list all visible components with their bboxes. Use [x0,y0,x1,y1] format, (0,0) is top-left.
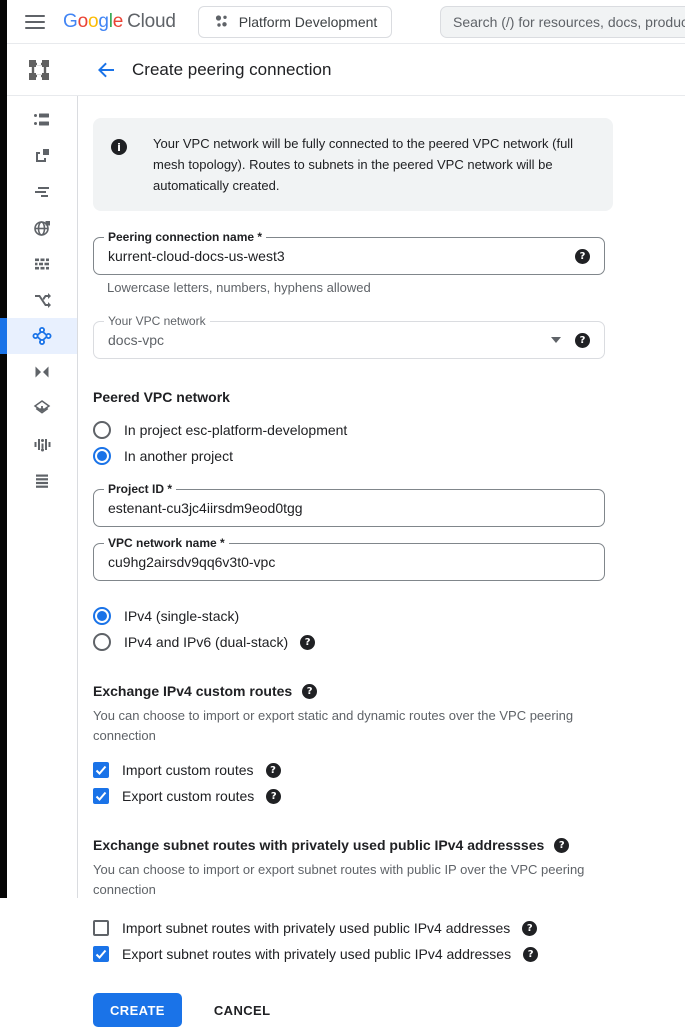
radio-label: In project esc-platform-development [124,422,348,439]
help-icon[interactable]: ? [575,249,590,264]
checkbox-label: Export subnet routes with privately used public IPv4 addresses [122,946,512,963]
external-ip-globe-icon [32,218,52,238]
your-vpc-field[interactable] [93,314,605,359]
menu-icon[interactable] [25,15,45,29]
help-icon[interactable]: ? [523,947,538,962]
peering-name-helper: Lowercase letters, numbers, hyphens allowed [107,280,371,296]
search-bar[interactable] [440,6,685,38]
project-selector[interactable] [198,6,393,38]
chevron-down-icon[interactable] [551,337,561,343]
checkbox-import-subnet-routes[interactable] [93,915,613,941]
cancel-button[interactable]: CANCEL [206,993,279,1027]
checkbox-checked-icon[interactable] [93,762,109,778]
bring-your-own-ip-icon [32,182,52,202]
peering-name-label: Peering connection name * [104,230,266,244]
help-icon[interactable]: ? [575,333,590,348]
sidebar-item-network-list[interactable] [7,462,77,498]
project-id-input[interactable] [108,500,590,516]
serverless-vpc-access-icon [32,398,52,418]
checkbox-export-subnet-routes[interactable] [93,941,613,967]
create-button[interactable]: CREATE [93,993,182,1027]
checkbox-checked-icon[interactable] [93,946,109,962]
vpc-peering-icon [31,325,53,347]
radio-ipv4-ipv6-dual-stack[interactable] [93,629,613,655]
custom-routes-section-title [93,683,613,699]
vpc-network-name-input[interactable] [108,554,590,570]
radio-in-project[interactable] [93,417,613,443]
help-icon[interactable]: ? [266,763,281,778]
help-icon[interactable]: ? [554,838,569,853]
left-edge-strip [0,0,7,898]
checkbox-export-custom-routes[interactable] [93,783,613,809]
form-actions [93,993,613,1027]
info-banner-text: Your VPC network will be fully connected to the peered VPC network (full mesh topology). Routes to subnets in the peered VPC network will be automatically created. [153,136,574,194]
selected-nav-indicator [0,318,7,354]
checkbox-import-custom-routes[interactable] [93,757,613,783]
info-icon: i [111,139,127,155]
radio-unchecked-icon[interactable] [93,421,111,439]
project-id-field[interactable] [93,482,605,527]
routes-icon [32,290,52,310]
section-title-text: Exchange IPv4 custom routes [93,683,293,700]
sidebar-item-vpc-peering[interactable] [7,318,77,354]
project-icon [213,13,230,30]
project-id-label: Project ID * [104,482,176,496]
vpc-network-name-field[interactable] [93,536,605,581]
radio-label: IPv4 (single-stack) [124,608,240,625]
sidebar-item-shared-vpc[interactable] [7,354,77,390]
sidebar-item-bring-your-own-ip[interactable] [7,174,77,210]
your-vpc-label: Your VPC network [104,314,210,328]
search-input[interactable] [453,14,685,30]
page-header [0,45,685,96]
packet-mirroring-icon [32,434,52,454]
vpc-network-product-icon [25,56,53,84]
peered-vpc-section-title: Peered VPC network [93,389,230,406]
google-logo-word: Google [63,10,124,32]
radio-another-project[interactable] [93,443,613,469]
product-icon-cell [0,45,78,96]
radio-unchecked-icon[interactable] [93,633,111,651]
sidebar-item-routes[interactable] [7,282,77,318]
custom-routes-description: You can choose to import or export static and dynamic routes over the VPC peering connection [93,708,574,743]
your-vpc-value: docs-vpc [108,332,165,349]
sidebar-item-vpc-networks[interactable] [7,102,77,138]
radio-checked-icon[interactable] [93,447,111,465]
checkbox-label: Import subnet routes with privately used public IPv4 addresses [122,920,511,937]
peering-name-input[interactable] [108,248,567,264]
radio-label: In another project [124,448,233,465]
vpc-network-name-label: VPC network name * [104,536,229,550]
sidebar-item-ip-addresses[interactable] [7,138,77,174]
help-icon[interactable]: ? [266,789,281,804]
project-selector-label: Platform Development [238,13,378,30]
checkbox-label: Export custom routes [122,788,255,805]
shared-vpc-icon [32,362,52,382]
section-title-text: Exchange subnet routes with privately used public IPv4 addressses [93,837,545,854]
radio-checked-icon[interactable] [93,607,111,625]
sidebar-item-serverless-vpc-access[interactable] [7,390,77,426]
cloud-logo-word: Cloud [127,10,176,32]
google-cloud-logo[interactable] [63,11,176,33]
peering-name-field[interactable] [93,230,605,275]
help-icon[interactable]: ? [300,635,315,650]
vpc-networks-icon [32,110,52,130]
help-icon[interactable]: ? [522,921,537,936]
ip-addresses-icon [32,146,52,166]
back-arrow-icon[interactable] [88,52,124,88]
info-banner [93,118,613,211]
sidebar-item-external-ip[interactable] [7,210,77,246]
checkbox-label: Import custom routes [122,762,254,779]
sidebar-item-firewall[interactable] [7,246,77,282]
network-list-icon [32,470,52,490]
radio-label: IPv4 and IPv6 (dual-stack) [124,634,289,651]
help-icon[interactable]: ? [302,684,317,699]
checkbox-checked-icon[interactable] [93,788,109,804]
left-nav-rail [7,45,78,898]
firewall-icon [32,254,52,274]
subnet-routes-section-title [93,837,613,853]
top-bar [0,0,685,44]
page-title: Create peering connection [132,60,332,79]
sidebar-item-packet-mirroring[interactable] [7,426,77,462]
radio-ipv4-single-stack[interactable] [93,603,613,629]
subnet-routes-description: You can choose to import or export subnet routes with public IP over the VPC peering connection [93,862,585,897]
create-peering-form [93,118,613,1027]
checkbox-unchecked-icon[interactable] [93,920,109,936]
